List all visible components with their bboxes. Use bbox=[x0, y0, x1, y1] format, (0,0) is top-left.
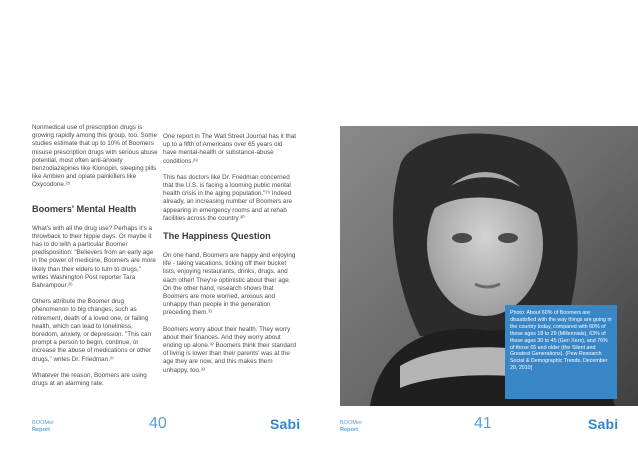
footer-brand-line1: BOOMer bbox=[340, 420, 363, 426]
page-number-right: 41 bbox=[474, 415, 492, 432]
footer-brand-line1: BOOMer bbox=[32, 420, 55, 426]
sabi-logo: Sabi bbox=[270, 416, 301, 432]
paragraph: On one hand, Boomers are happy and enjoying life - taking vacations, ticking off their bucket lists, enjoying restaurants, drinks, drugs, and each other! They're optimistic about their age. On the other hand, research shows that Boomers are more worried, anxious and unhappy than people in the generation preceding them.³¹ bbox=[163, 252, 296, 317]
paragraph: Whatever the reason, Boomers are using drugs at an alarming rate. bbox=[32, 371, 147, 388]
intro-paragraph: Nonmedical use of prescription drugs is growing rapidly among this group, too. Some studies estimate that up to 10% of Boomers misuse prescription drugs with serious abuse potential, most often anti-anxiety benzodiazepines like Klonopin, sleeping pills like Ambien and opiate painkillers like Oxycodone.²⁵ bbox=[32, 124, 158, 189]
right-column bbox=[163, 133, 296, 383]
paragraph: Boomers worry about their health. They worry about their finances. And they worry about ending up alone.³² Boomers think their standard of living is lower than their parents' was at the age they are now, and this makes them unhappy, too.³³ bbox=[163, 325, 297, 374]
mental-health-heading: Boomers' Mental Health bbox=[32, 203, 137, 214]
sabi-logo-right: Sabi bbox=[588, 416, 619, 432]
photo-caption bbox=[505, 305, 617, 399]
footer-brand-right bbox=[340, 420, 362, 433]
footer-brand-line2: Report bbox=[340, 426, 359, 433]
paragraph: What's with all the drug use? Perhaps it's a throwback to their hippie days. Or maybe it has to do with a particular Boomer predisposition: "Believers from an early age in the power of medicine, Boomers are more likely than their elders to turn to drugs," writes Washington Post reporter Tara Bahrampour.²⁶ bbox=[32, 224, 156, 290]
footer-brand bbox=[32, 420, 54, 433]
page-number: 40 bbox=[149, 415, 167, 432]
paragraph: Others attribute the Boomer drug phenomenon to big changes, such as retirement, death of a loved one, or failing health, which can lead to loneliness, boredom, anxiety, or depression. "This can prompt a person to begin, continue, or increase the abuse of medications or other drugs," writes Dr. Friedman.²⁷ bbox=[32, 298, 152, 363]
left-column bbox=[32, 124, 158, 396]
footer-brand-line2: Report bbox=[32, 426, 51, 433]
paragraph: One report in The Wall Street Journal has it that up to a fifth of Americans over 65 years old have mental-health or substance-abuse conditions.²⁸ bbox=[163, 133, 297, 165]
paragraph: This has doctors like Dr. Friedman concerned that the U.S. is facing a looming public mental health crisis in the aging population."²⁹ Indeed already, an increasing number of Boomers are appearing in emergency rooms and at rehab facilities across the country.³⁰ bbox=[163, 173, 293, 222]
caption-text: Photo: About 60% of Boomers are dissatisfied with the way things are going in the country today, compared with 60% of those ages 18 to 29 (Millennials), 63% of those ages 30 to 45 (Gen Xers), and 76% of those 65 and older (the Silent and Greatest Generations). (Pew Research Social & Demographic Trends, December 20, 2010) bbox=[510, 310, 612, 372]
happiness-heading: The Happiness Question bbox=[163, 231, 271, 242]
